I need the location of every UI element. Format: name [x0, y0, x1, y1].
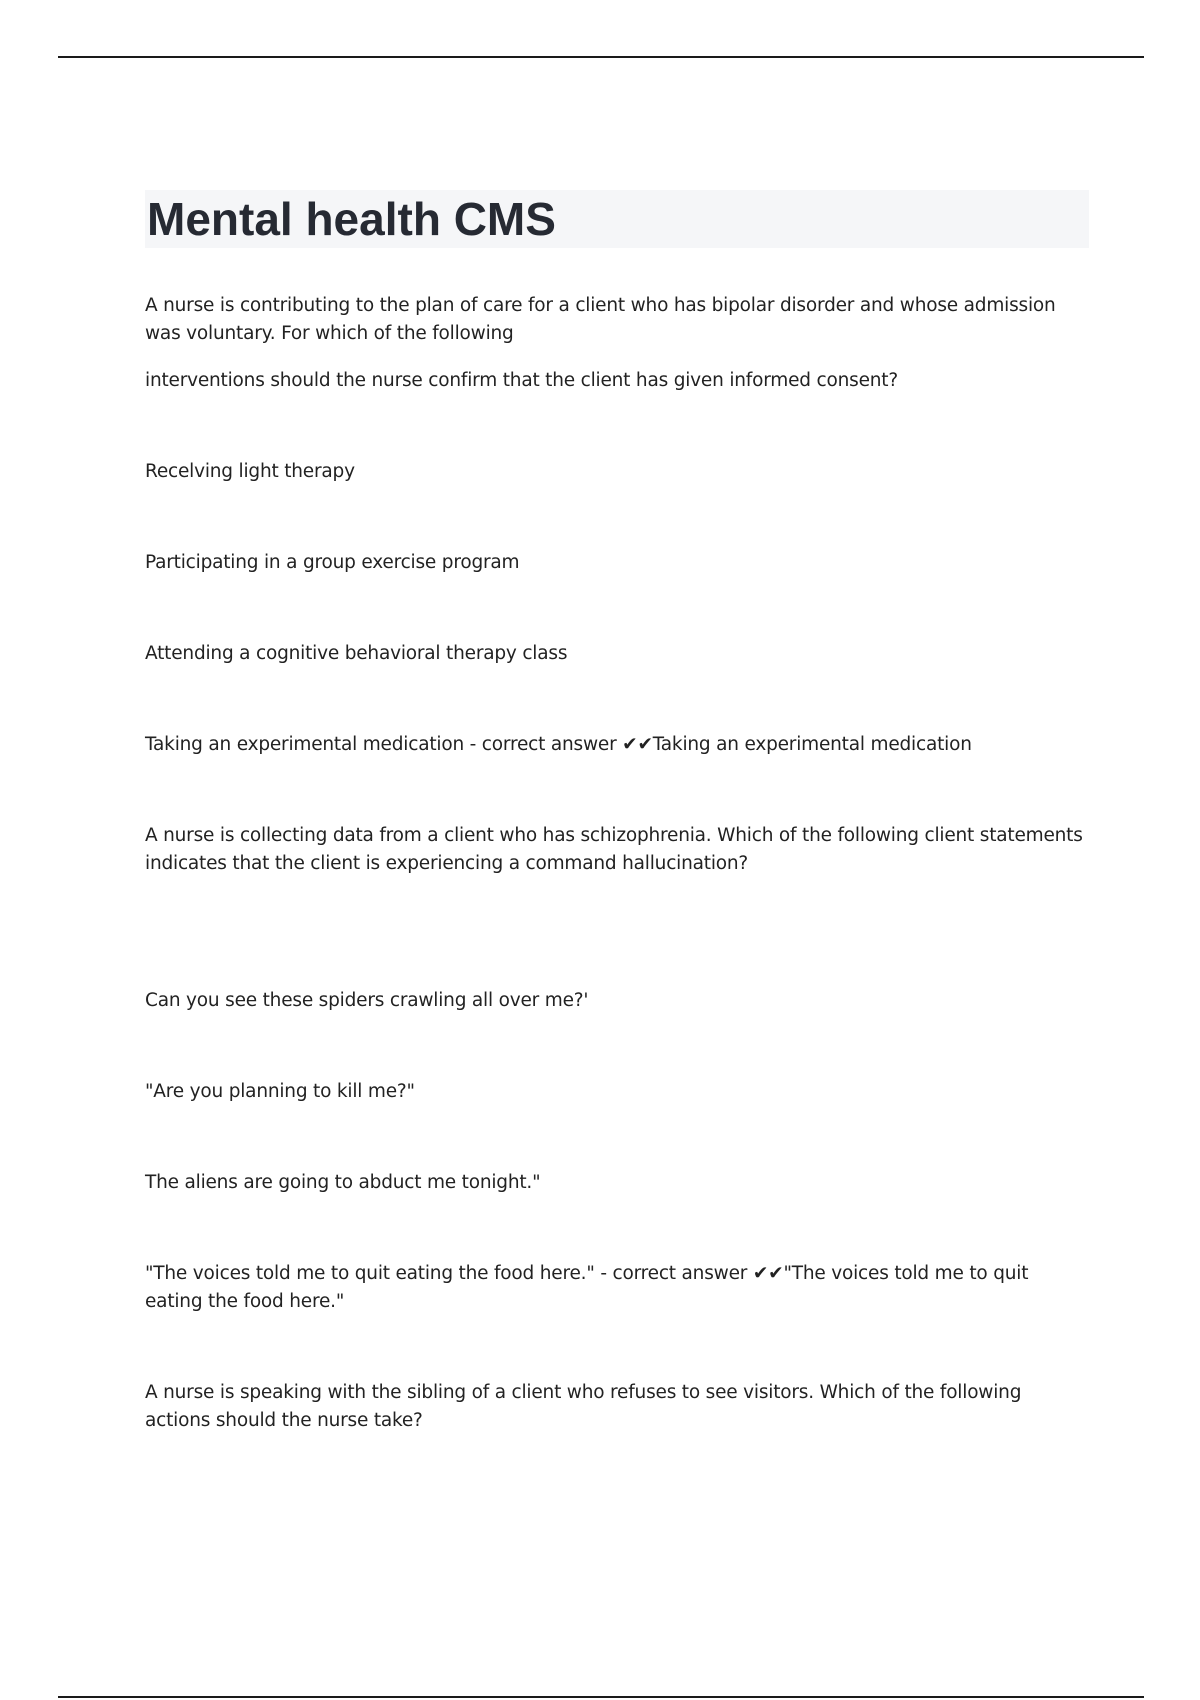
- question-1-option-4-correct: Taking an experimental medication - correct answer ✔✔Taking an experimental medication: [145, 734, 972, 755]
- question-1-stem-part-2: interventions should the nurse confirm that the client has given informed consent?: [145, 370, 898, 391]
- top-divider: [58, 56, 1144, 58]
- document-title: Mental health CMS: [147, 193, 556, 245]
- question-1-option-3: Attending a cognitive behavioral therapy class: [145, 643, 568, 664]
- question-2-option-2: "Are you planning to kill me?": [145, 1081, 415, 1102]
- question-1-stem-part-1: A nurse is contributing to the plan of care for a client who has bipolar disorder and whose admission was voluntary. For which of the following: [145, 295, 1056, 344]
- question-2-option-1: Can you see these spiders crawling all over me?': [145, 990, 589, 1011]
- question-1-option-2: Participating in a group exercise program: [145, 552, 520, 573]
- question-3-stem: A nurse is speaking with the sibling of a client who refuses to see visitors. Which of the following actions should the nurse take?: [145, 1382, 1022, 1431]
- bottom-divider: [58, 1696, 1144, 1698]
- question-1-option-1: Recelving light therapy: [145, 461, 355, 482]
- question-2-option-3: The aliens are going to abduct me tonight.": [145, 1172, 541, 1193]
- question-2-stem: A nurse is collecting data from a client who has schizophrenia. Which of the following client statements indicates that the client is experiencing a command hallucination?: [145, 825, 1083, 874]
- question-2-option-4-correct: "The voices told me to quit eating the food here." - correct answer ✔✔"The voices told me to quit eating the food here.": [145, 1263, 1029, 1312]
